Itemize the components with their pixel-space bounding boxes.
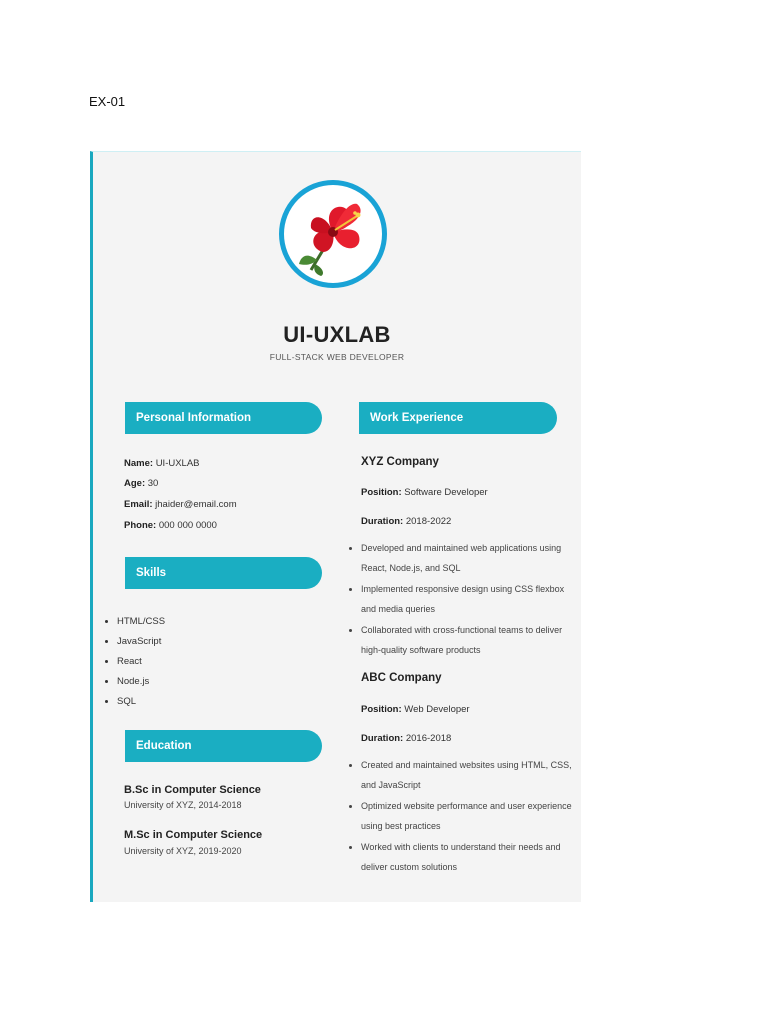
page-label: EX-01 <box>89 94 126 109</box>
position-value: Software Developer <box>404 487 488 498</box>
position-label: Position: <box>361 487 402 498</box>
job-duties <box>347 538 573 661</box>
personal-age <box>124 478 158 489</box>
name-label: Name: <box>124 458 154 469</box>
job-duties <box>347 755 573 878</box>
phone-label: Phone: <box>124 520 157 531</box>
personal-phone <box>124 520 217 531</box>
duration-value: 2018-2022 <box>405 516 452 527</box>
job-duration <box>361 516 451 527</box>
company-name: XYZ Company <box>361 456 439 468</box>
job-duration <box>361 733 451 744</box>
education-heading: Education <box>125 730 322 762</box>
skill-item: • JavaScript <box>117 632 165 652</box>
education-degree: B.Sc in Computer Science <box>124 784 261 796</box>
education-school: University of XYZ, 2014-2018 <box>124 800 242 810</box>
profile-role: FULL-STACK WEB DEVELOPER <box>269 352 405 362</box>
duty-item: • Optimized website performance and user experience using best practices <box>361 796 573 836</box>
age-value: 30 <box>147 478 159 489</box>
duration-label: Duration: <box>361 516 404 527</box>
duty-item: • Developed and maintained web applications using React, Node.js, and SQL <box>361 538 573 578</box>
work-experience-heading: Work Experience <box>359 402 557 434</box>
job-position <box>361 704 470 715</box>
email-label: Email: <box>124 499 153 510</box>
duration-label: Duration: <box>361 733 404 744</box>
phone-value: 000 000 0000 <box>158 520 217 531</box>
education-degree: M.Sc in Computer Science <box>124 829 263 841</box>
position-value: Web Developer <box>404 704 470 715</box>
position-label: Position: <box>361 704 402 715</box>
email-value: jhaider@email.com <box>155 499 237 510</box>
personal-name <box>124 458 200 469</box>
age-label: Age: <box>124 478 146 489</box>
personal-email <box>124 499 237 510</box>
duty-item: • Collaborated with cross-functional teams to deliver high-quality software products <box>361 620 573 660</box>
duty-item: • Worked with clients to understand their needs and deliver custom solutions <box>361 837 573 877</box>
education-school: University of XYZ, 2019-2020 <box>124 846 242 856</box>
skill-item: • SQL <box>117 692 165 712</box>
avatar <box>279 180 387 288</box>
hibiscus-flower-image <box>289 190 377 278</box>
duty-item: • Implemented responsive design using CSS flexbox and media queries <box>361 579 573 619</box>
duration-value: 2016-2018 <box>405 733 452 744</box>
skills-list <box>103 612 165 712</box>
profile-name: UI-UXLAB <box>283 322 391 347</box>
job-position <box>361 487 488 498</box>
resume-sheet <box>90 151 581 902</box>
company-name: ABC Company <box>361 672 442 684</box>
duty-item: • Created and maintained websites using HTML, CSS, and JavaScript <box>361 755 573 795</box>
name-value: UI-UXLAB <box>155 458 200 469</box>
skills-heading: Skills <box>125 557 322 589</box>
skill-item: • React <box>117 652 165 672</box>
skill-item: • Node.js <box>117 672 165 692</box>
personal-info-heading: Personal Information <box>125 402 322 434</box>
skill-item: • HTML/CSS <box>117 612 165 632</box>
